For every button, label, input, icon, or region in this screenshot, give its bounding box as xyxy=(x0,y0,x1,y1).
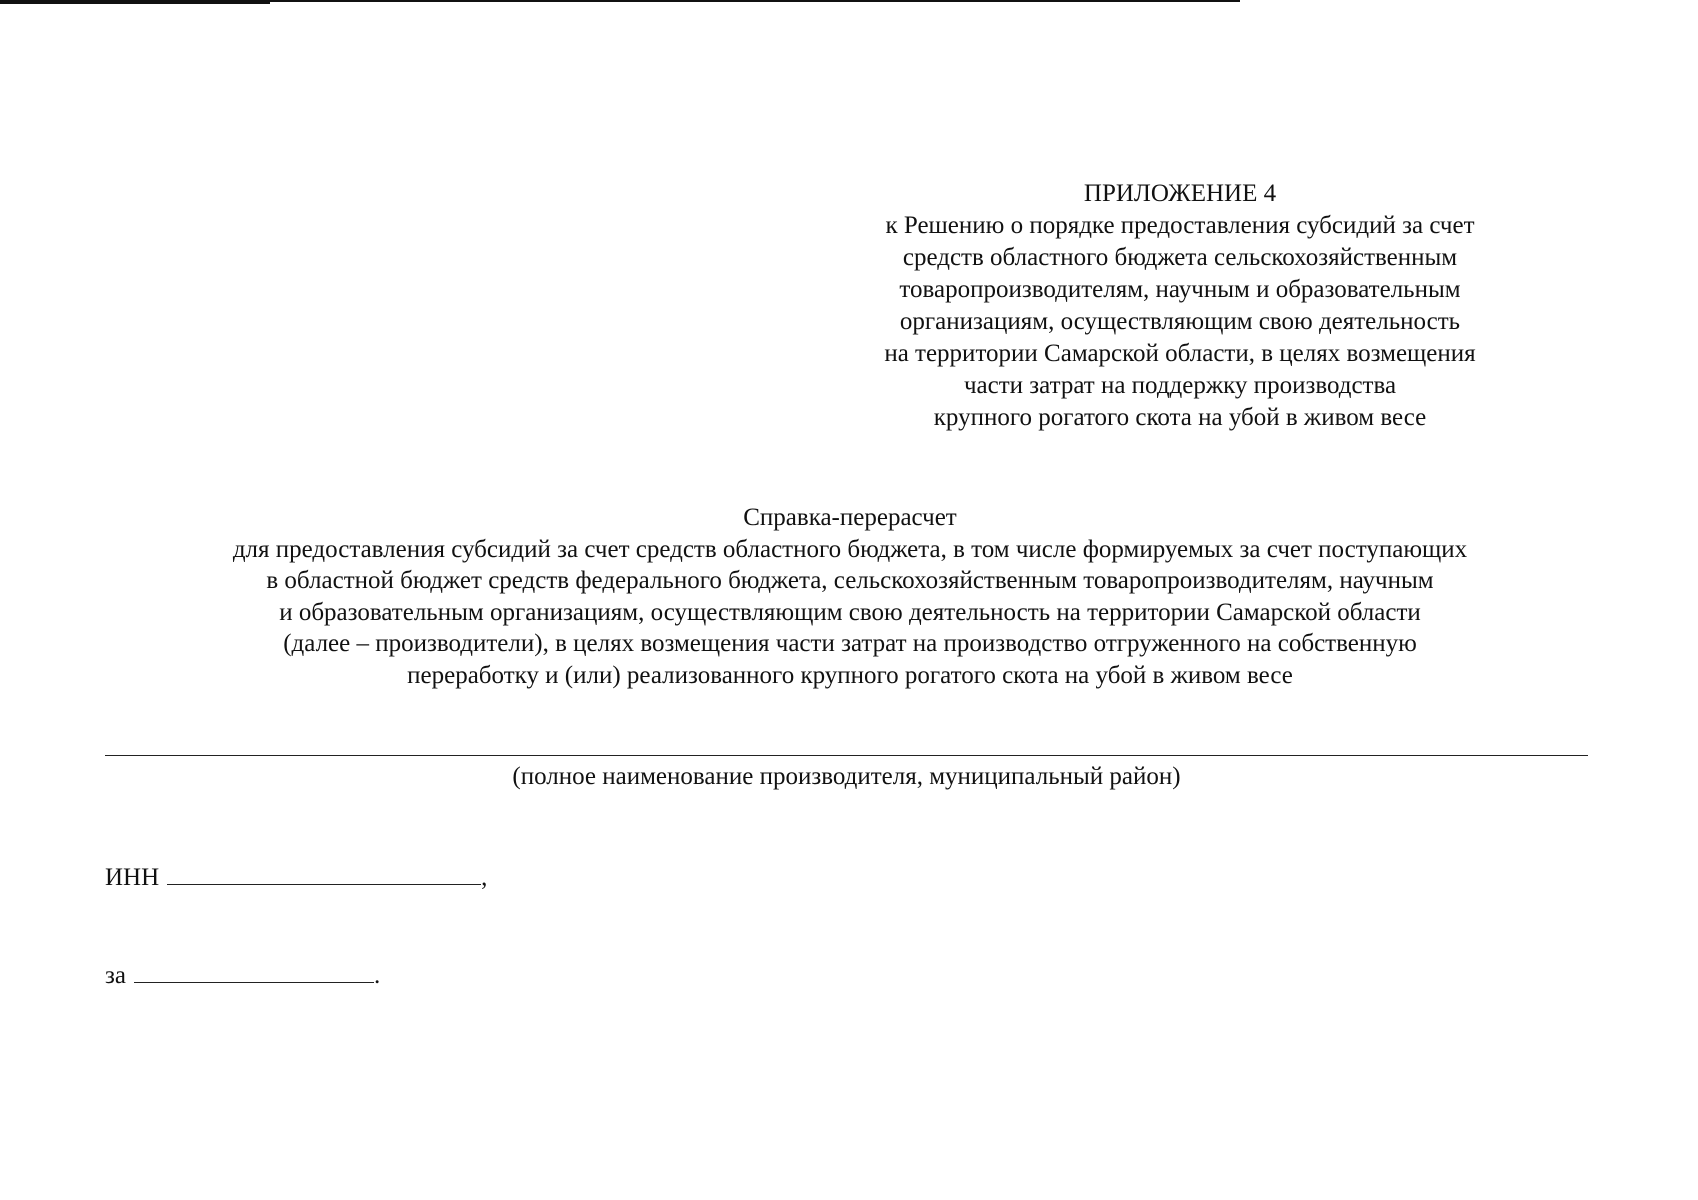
appendix-line: на территории Самарской области, в целях возмещения xyxy=(884,340,1476,367)
document-subtitle-line: и образовательным организациям, осуществляющим свою деятельность на территории Самарской области xyxy=(279,598,1421,626)
appendix-line: к Решению о порядке предоставления субсидий за счет xyxy=(885,212,1475,239)
scan-top-edge-mark xyxy=(0,0,270,4)
period-suffix: . xyxy=(373,962,381,989)
appendix-line: крупного рогатого скота на убой в живом весе xyxy=(933,404,1427,431)
appendix-line: части затрат на поддержку производства xyxy=(963,372,1397,399)
appendix-line: средств областного бюджета сельскохозяйственным xyxy=(902,244,1458,271)
inn-row xyxy=(105,862,487,894)
period-field[interactable] xyxy=(134,960,374,983)
inn-field[interactable] xyxy=(167,862,481,885)
document-heading xyxy=(90,502,1610,691)
document-subtitle-line: в областной бюджет средств федерального бюджета, сельскохозяйственным товаропроизводителям, научным xyxy=(266,567,1434,594)
document-subtitle-line: переработку и (или) реализованного крупного рогатого скота на убой в живом весе xyxy=(407,661,1293,689)
producer-name-caption: (полное наименование производителя, муниципальный район) xyxy=(512,763,1181,790)
document-subtitle-line: (далее – производители), в целях возмещения части затрат на производство отгруженного на собственную xyxy=(283,630,1417,657)
appendix-title: ПРИЛОЖЕНИЕ 4 xyxy=(1083,180,1277,207)
document-title: Справка-перерасчет xyxy=(743,504,957,531)
document-subtitle-line: для предоставления субсидий за счет средств областного бюджета, в том числе формируемых за счет поступающих xyxy=(232,535,1468,563)
appendix-line: организациям, осуществляющим свою деятельность xyxy=(899,308,1461,335)
appendix-header xyxy=(800,178,1560,434)
period-label: за xyxy=(105,962,126,989)
appendix-line: товаропроизводителям, научным и образовательным xyxy=(899,276,1461,303)
producer-name-field[interactable] xyxy=(105,755,1588,756)
inn-suffix: , xyxy=(481,864,488,891)
inn-label: ИНН xyxy=(105,864,160,891)
period-row xyxy=(105,960,380,992)
